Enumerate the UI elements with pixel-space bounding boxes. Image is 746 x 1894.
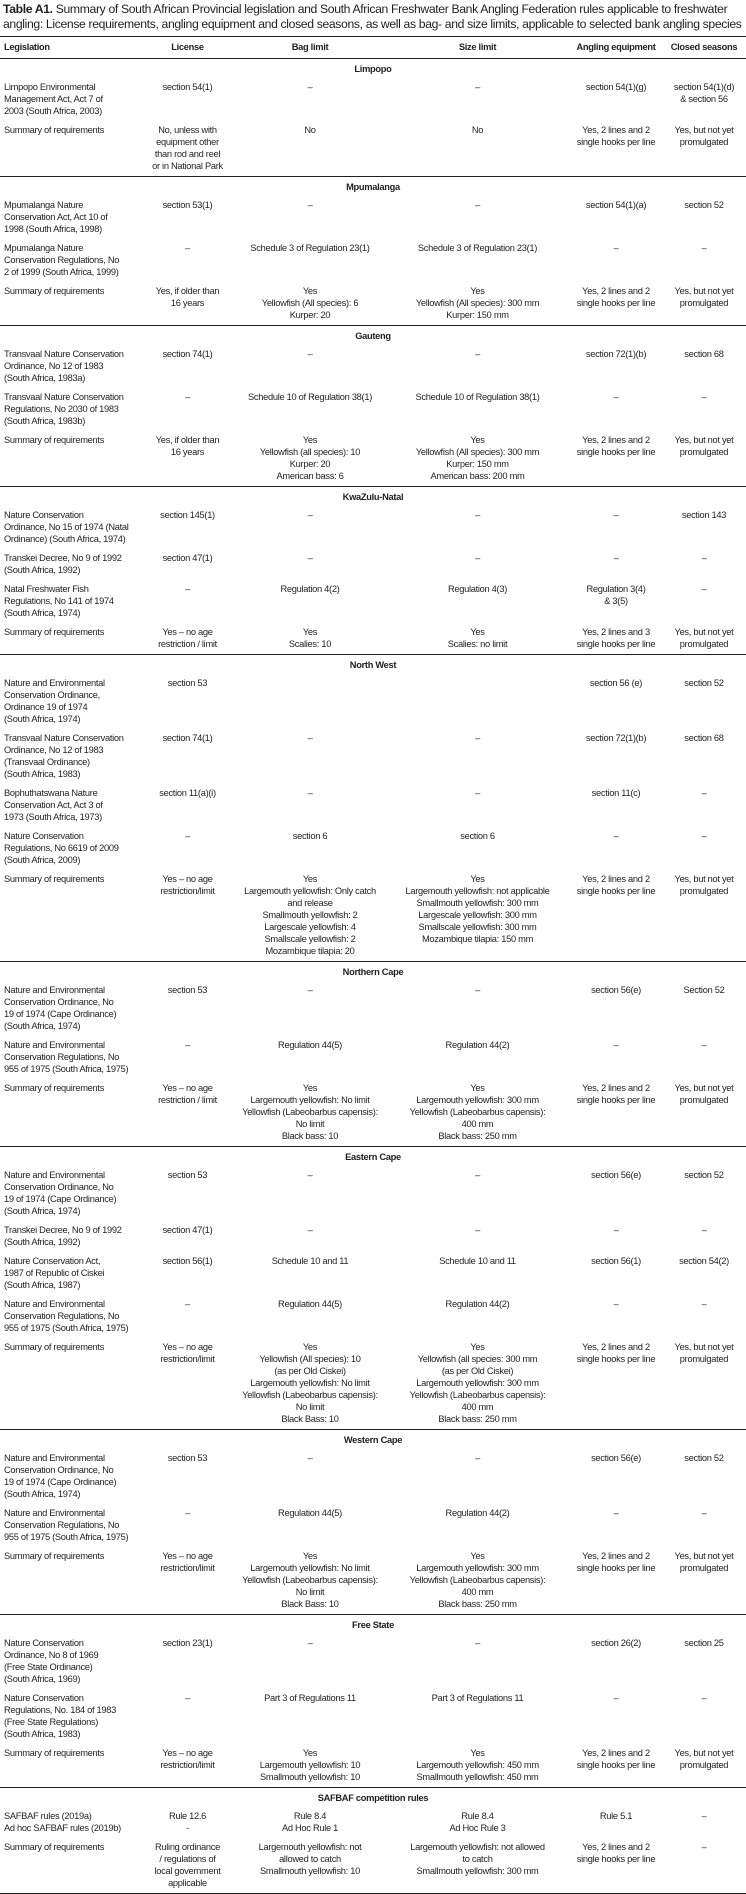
cell-license: section 54(1)	[162, 82, 213, 92]
cell-angling-equipment: Yes, 2 lines and 2 single hooks per line	[576, 874, 656, 896]
cell-size-limit: Regulation 44(2)	[445, 1299, 510, 1309]
cell-license: No, unless with equipment other than rod and reel or in National Park	[152, 125, 223, 171]
cell-size-limit: Yes Largemouth yellowfish: not applicable Smallmouth yellowfish: 300 mm Largescale yellowfish: 300 mm Smallscale yellowfish: 300 mm Mozambique tilapia: 150 mm	[405, 874, 550, 944]
table-row	[0, 729, 746, 784]
cell-angling-equipment: section 26(2)	[591, 1638, 641, 1648]
cell-size-limit: –	[475, 985, 480, 995]
cell-legislation: Summary of requirements	[4, 1842, 105, 1852]
cell-legislation: Summary of requirements	[4, 627, 105, 637]
cell-angling-equipment: –	[613, 392, 619, 402]
cell-closed-seasons: section 52	[684, 678, 724, 688]
cell-angling-equipment: Yes, 2 lines and 3 single hooks per line	[576, 627, 656, 649]
cell-license: section 47(1)	[162, 1225, 213, 1235]
section-row	[0, 59, 746, 79]
cell-closed-seasons: section 25	[684, 1638, 724, 1648]
cell-license: Yes – no age restriction/limit	[160, 1748, 215, 1770]
caption-text: Summary of South African Provincial legislation and South African Freshwater Bank Angling Federation rules applicable to freshwater angling: License requirements, angling equipment and closed seasons, as well as bag- and size limits, applicable to selected bank angling species	[3, 2, 742, 31]
table-row	[0, 1036, 746, 1079]
cell-bag-limit: –	[307, 200, 313, 210]
cell-size-limit: –	[475, 733, 480, 743]
cell-license: Yes, if older than 16 years	[155, 435, 220, 457]
cell-angling-equipment: section 11(c)	[591, 788, 641, 798]
cell-bag-limit: Yes Scalies: 10	[288, 627, 332, 649]
cell-angling-equipment: –	[613, 1508, 619, 1518]
cell-legislation: Transvaal Nature Conservation Ordinance, No 12 of 1983 (Transvaal Ordinance) (South Africa, 1983)	[4, 733, 124, 779]
cell-legislation: Transkei Decree, No 9 of 1992 (South Africa, 1992)	[4, 553, 122, 575]
cell-closed-seasons: section 52	[684, 1453, 724, 1463]
cell-bag-limit: Schedule 3 of Regulation 23(1)	[250, 243, 370, 253]
cell-size-limit: Schedule 3 of Regulation 23(1)	[417, 243, 538, 253]
section-row	[0, 1147, 746, 1167]
table-row	[0, 1838, 746, 1894]
cell-closed-seasons: Yes, but not yet promulgated	[674, 1342, 734, 1364]
cell-closed-seasons: Yes, but not yet promulgated	[674, 1551, 734, 1573]
cell-size-limit: Regulation 44(2)	[445, 1040, 510, 1050]
cell-legislation: Bophuthatswana Nature Conservation Act, Act 3 of 1973 (South Africa, 1973)	[4, 788, 103, 822]
table-row	[0, 1689, 746, 1744]
cell-size-limit: No	[471, 125, 484, 135]
cell-bag-limit: Schedule 10 of Regulation 38(1)	[247, 392, 373, 402]
cell-legislation: Nature and Environmental Conservation Ordinance, No 19 of 1974 (Cape Ordinance) (South Africa, 1974)	[4, 1453, 117, 1499]
cell-legislation: SAFBAF rules (2019a) Ad hoc SAFBAF rules (2019b)	[4, 1811, 121, 1833]
section-title: Limpopo	[354, 64, 392, 74]
cell-size-limit: Schedule 10 of Regulation 38(1)	[415, 392, 540, 402]
cell-angling-equipment: –	[613, 510, 619, 520]
cell-license: section 23(1)	[162, 1638, 213, 1648]
cell-size-limit: Yes Largemouth yellowfish: 450 mm Smallmouth yellowfish: 450 mm	[416, 1748, 539, 1782]
cell-license: Ruling ordinance / regulations of local government applicable	[154, 1842, 221, 1888]
cell-license: section 145(1)	[160, 510, 215, 520]
cell-closed-seasons: section 143	[681, 510, 727, 520]
table-row	[0, 239, 746, 282]
section-title: Northern Cape	[342, 967, 404, 977]
cell-closed-seasons: Yes, but not yet promulgated	[674, 286, 734, 308]
cell-angling-equipment: section 56(1)	[591, 1256, 641, 1266]
cell-angling-equipment: –	[613, 1225, 619, 1235]
cell-license: section 47(1)	[162, 553, 213, 563]
section-row	[0, 1788, 746, 1808]
cell-legislation: Summary of requirements	[4, 1748, 105, 1758]
cell-closed-seasons: section 54(2)	[679, 1256, 729, 1266]
table-label: Table A1.	[3, 2, 53, 16]
table-row	[0, 1079, 746, 1147]
table-row	[0, 196, 746, 239]
cell-license: section 53	[167, 678, 208, 688]
cell-angling-equipment: –	[613, 1040, 619, 1050]
cell-size-limit: Schedule 10 and 11	[439, 1256, 516, 1266]
header-license: License	[171, 42, 204, 52]
cell-bag-limit: Regulation 44(5)	[278, 1299, 342, 1309]
cell-bag-limit: Yes Largemouth yellowfish: 10 Smallmouth yellowfish: 10	[259, 1748, 361, 1782]
cell-angling-equipment: Yes, 2 lines and 2 single hooks per line	[576, 286, 656, 308]
cell-license: section 74(1)	[162, 733, 213, 743]
cell-bag-limit: Rule 8.4 Ad Hoc Rule 1	[281, 1811, 339, 1833]
section-title: Gauteng	[355, 331, 391, 341]
header-size-limit: Size limit	[458, 42, 497, 52]
table-row	[0, 1634, 746, 1689]
cell-size-limit	[385, 674, 570, 729]
cell-license: –	[185, 243, 190, 253]
cell-size-limit: section 6	[460, 831, 495, 841]
cell-angling-equipment: Yes, 2 lines and 2 single hooks per line	[576, 1748, 656, 1770]
table-row	[0, 674, 746, 729]
section-row	[0, 655, 746, 675]
cell-size-limit: Regulation 4(3)	[447, 584, 508, 594]
cell-bag-limit: –	[307, 985, 313, 995]
cell-size-limit: Yes Largemouth yellowfish: 300 mm Yellowfish (Labeobarbus capensis): 400 mm Black bass: 250 mm	[409, 1551, 546, 1609]
table-row	[0, 1252, 746, 1295]
cell-legislation: Mpumalanga Nature Conservation Act, Act 10 of 1998 (South Africa, 1998)	[4, 200, 108, 234]
table-row	[0, 827, 746, 870]
cell-closed-seasons: Yes, but not yet promulgated	[674, 435, 734, 457]
cell-angling-equipment: –	[613, 1299, 619, 1309]
cell-closed-seasons: –	[701, 1693, 707, 1703]
table-row	[0, 1807, 746, 1838]
cell-size-limit: Yes Yellowfish (All species): 300 mm Kurper: 150 mm	[415, 286, 540, 320]
section-title: Free State	[352, 1620, 394, 1630]
cell-angling-equipment: section 72(1)(b)	[585, 349, 647, 359]
cell-angling-equipment: section 72(1)(b)	[585, 733, 647, 743]
cell-bag-limit: Regulation 4(2)	[280, 584, 340, 594]
cell-closed-seasons: –	[701, 831, 707, 841]
cell-angling-equipment: section 54(1)(a)	[585, 200, 647, 210]
cell-legislation: Summary of requirements	[4, 1551, 105, 1561]
section-title: SAFBAF competition rules	[317, 1793, 429, 1803]
cell-closed-seasons: –	[701, 392, 707, 402]
cell-size-limit: Largemouth yellowfish: not allowed to catch Smallmouth yellowfish: 300 mm	[410, 1842, 545, 1876]
cell-bag-limit: No	[304, 125, 316, 135]
cell-bag-limit: Regulation 44(5)	[278, 1508, 342, 1518]
cell-closed-seasons: –	[701, 788, 707, 798]
cell-legislation: Summary of requirements	[4, 435, 105, 445]
cell-size-limit: Regulation 44(2)	[445, 1508, 510, 1518]
cell-angling-equipment: –	[613, 831, 619, 841]
cell-size-limit: –	[475, 1225, 480, 1235]
cell-bag-limit: –	[307, 510, 313, 520]
cell-legislation: Summary of requirements	[4, 874, 105, 884]
cell-license: –	[185, 831, 190, 841]
header-closed-seasons: Closed seasons	[670, 42, 738, 52]
cell-closed-seasons: section 68	[684, 733, 724, 743]
header-row	[0, 37, 746, 59]
cell-bag-limit: Yes Largemouth yellowfish: No limit Yellowfish (Labeobarbus capensis): No limit Black bass: 10	[242, 1083, 378, 1141]
cell-angling-equipment: Rule 5.1	[599, 1811, 633, 1821]
cell-bag-limit: section 6	[292, 831, 328, 841]
section-title: KwaZulu-Natal	[342, 492, 404, 502]
cell-license: section 53	[167, 1453, 208, 1463]
cell-license: –	[185, 1693, 190, 1703]
table-row	[0, 388, 746, 431]
cell-license: Yes – no age restriction / limit	[158, 1083, 217, 1105]
table-row	[0, 78, 746, 121]
cell-size-limit: –	[475, 553, 480, 563]
cell-legislation: Nature and Environmental Conservation Regulations, No 955 of 1975 (South Africa, 1975)	[4, 1508, 129, 1542]
cell-bag-limit: Yes Yellowfish (All species): 6 Kurper: 20	[261, 286, 359, 320]
table-row	[0, 431, 746, 487]
table-row	[0, 1504, 746, 1547]
cell-angling-equipment: Yes, 2 lines and 2 single hooks per line	[576, 1342, 656, 1364]
cell-license: section 11(a)(i)	[159, 788, 216, 798]
cell-legislation: Summary of requirements	[4, 286, 105, 296]
cell-bag-limit: –	[307, 553, 313, 563]
cell-bag-limit: Yes Largemouth yellowfish: Only catch and release Smallmouth yellowfish: 2 Largescale yellowfish: 4 Smallscale yellowfish: 2 Mozambique tilapia: 20	[244, 874, 376, 956]
section-row	[0, 1430, 746, 1450]
cell-bag-limit: Regulation 44(5)	[278, 1040, 342, 1050]
cell-size-limit: Yes Largemouth yellowfish: 300 mm Yellowfish (Labeobarbus capensis): 400 mm Black bass: 250 mm	[409, 1083, 546, 1141]
cell-legislation: Nature and Environmental Conservation Regulations, No 955 of 1975 (South Africa, 1975)	[4, 1040, 129, 1074]
cell-closed-seasons: section 54(1)(d) & section 56	[673, 82, 735, 104]
cell-legislation: Nature and Environmental Conservation Ordinance, No 19 of 1974 (Cape Ordinance) (South Africa, 1974)	[4, 985, 117, 1031]
cell-angling-equipment: Yes, 2 lines and 2 single hooks per line	[576, 125, 656, 147]
cell-angling-equipment: Yes, 2 lines and 2 single hooks per line	[576, 1551, 656, 1573]
legislation-table	[0, 36, 746, 1894]
cell-closed-seasons: Yes, but not yet promulgated	[674, 1748, 734, 1770]
cell-closed-seasons: section 68	[684, 349, 724, 359]
cell-legislation: Transvaal Nature Conservation Ordinance, No 12 of 1983 (South Africa, 1983a)	[4, 349, 124, 383]
cell-closed-seasons: Yes, but not yet promulgated	[674, 125, 734, 147]
table-row	[0, 282, 746, 326]
table-row	[0, 121, 746, 177]
cell-size-limit: Yes Yellowfish (all species: 300 mm (as per Old Ciskei) Largemouth yellowfish: 300 mm Yellowfish (Labeobarbus capensis): 400 mm Black bass: 250 mm	[409, 1342, 546, 1424]
cell-legislation: Summary of requirements	[4, 125, 105, 135]
section-row	[0, 1615, 746, 1635]
cell-angling-equipment: Yes, 2 lines and 2 single hooks per line	[576, 1842, 656, 1864]
cell-bag-limit: Schedule 10 and 11	[271, 1256, 349, 1266]
cell-license: section 53(1)	[162, 200, 213, 210]
cell-closed-seasons: –	[701, 243, 707, 253]
cell-size-limit: –	[475, 200, 480, 210]
cell-bag-limit: Yes Yellowfish (All species): 10 (as per Old Ciskei) Largemouth yellowfish: No limit Yellowfish (Labeobarbus capensis): No limit Black Bass: 10	[242, 1342, 378, 1424]
table-row	[0, 784, 746, 827]
cell-license: Yes, if older than 16 years	[155, 286, 220, 308]
cell-legislation: Transvaal Nature Conservation Regulations, No 2030 of 1983 (South Africa, 1983b)	[4, 392, 124, 426]
cell-license: –	[185, 1299, 190, 1309]
header-angling-equipment: Angling equipment	[576, 42, 656, 52]
cell-bag-limit: –	[307, 349, 313, 359]
cell-closed-seasons: Yes, but not yet promulgated	[674, 874, 734, 896]
cell-legislation: Nature Conservation Regulations, No 6619 of 2009 (South Africa, 2009)	[4, 831, 119, 865]
cell-bag-limit: Part 3 of Regulations 11	[264, 1693, 356, 1703]
cell-license: Yes – no age restriction/limit	[160, 874, 215, 896]
cell-legislation: Summary of requirements	[4, 1342, 105, 1352]
cell-bag-limit: –	[307, 1170, 313, 1180]
table-row	[0, 549, 746, 580]
cell-closed-seasons: –	[701, 1225, 707, 1235]
cell-closed-seasons: section 52	[684, 200, 724, 210]
section-row	[0, 487, 746, 507]
cell-angling-equipment: section 56 (e)	[589, 678, 643, 688]
cell-size-limit: Rule 8.4 Ad Hoc Rule 3	[449, 1811, 506, 1833]
table-row	[0, 1338, 746, 1430]
section-row	[0, 962, 746, 982]
table-row	[0, 1166, 746, 1221]
table-row	[0, 981, 746, 1036]
cell-size-limit: –	[475, 82, 480, 92]
cell-bag-limit: Yes Largemouth yellowfish: No limit Yellowfish (Labeobarbus capensis): No limit Black Bass: 10	[242, 1551, 378, 1609]
cell-closed-seasons: –	[701, 1508, 707, 1518]
cell-legislation: Summary of requirements	[4, 1083, 105, 1093]
cell-angling-equipment: Regulation 3(4) & 3(5)	[586, 584, 646, 606]
cell-angling-equipment: –	[613, 243, 619, 253]
cell-bag-limit: –	[307, 1225, 313, 1235]
cell-size-limit: –	[475, 1170, 480, 1180]
section-title: Mpumalanga	[346, 182, 400, 192]
cell-license: section 53	[167, 1170, 208, 1180]
cell-license: –	[185, 1508, 190, 1518]
cell-closed-seasons: –	[701, 584, 707, 594]
cell-license: Yes – no age restriction/limit	[160, 1551, 215, 1573]
section-title: Eastern Cape	[345, 1152, 401, 1162]
cell-bag-limit: Yes Yellowfish (all species): 10 Kurper: 20 American bass: 6	[259, 435, 361, 481]
cell-closed-seasons: –	[701, 1811, 707, 1821]
cell-closed-seasons: –	[701, 1299, 707, 1309]
cell-angling-equipment: Yes, 2 lines and 2 single hooks per line	[576, 435, 656, 457]
cell-size-limit: –	[475, 349, 480, 359]
table-row	[0, 1295, 746, 1338]
cell-closed-seasons: section 52	[684, 1170, 724, 1180]
cell-angling-equipment: section 54(1)(g)	[585, 82, 647, 92]
cell-size-limit: –	[475, 788, 480, 798]
cell-legislation: Transkei Decree, No 9 of 1992 (South Africa, 1992)	[4, 1225, 122, 1247]
cell-bag-limit	[235, 674, 385, 729]
cell-size-limit: –	[475, 510, 480, 520]
cell-closed-seasons: Yes, but not yet promulgated	[674, 627, 734, 649]
table-row	[0, 870, 746, 962]
section-row	[0, 177, 746, 197]
table-row	[0, 623, 746, 655]
cell-license: section 74(1)	[162, 349, 213, 359]
cell-size-limit: Yes Yellowfish (All species): 300 mm Kurper: 150 mm American bass: 200 mm	[415, 435, 540, 481]
table-row	[0, 1449, 746, 1504]
cell-angling-equipment: –	[613, 1693, 619, 1703]
table-row	[0, 1221, 746, 1252]
cell-angling-equipment: section 56(e)	[591, 1170, 641, 1180]
cell-closed-seasons: –	[701, 1040, 707, 1050]
cell-size-limit: –	[475, 1453, 480, 1463]
cell-closed-seasons: –	[701, 1842, 707, 1852]
section-title: North West	[349, 660, 397, 670]
cell-legislation: Limpopo Environmental Management Act, Act 7 of 2003 (South Africa, 2003)	[4, 82, 103, 116]
cell-legislation: Nature and Environmental Conservation Ordinance, No 19 of 1974 (Cape Ordinance) (South Africa, 1974)	[4, 1170, 117, 1216]
table-row	[0, 345, 746, 388]
cell-size-limit: Part 3 of Regulations 11	[431, 1693, 524, 1703]
cell-bag-limit: –	[307, 1638, 313, 1648]
table-row	[0, 1547, 746, 1615]
section-title: Western Cape	[343, 1435, 403, 1445]
cell-bag-limit: –	[307, 788, 313, 798]
cell-angling-equipment: –	[613, 553, 619, 563]
cell-license: section 56(1)	[162, 1256, 213, 1266]
table-row	[0, 1744, 746, 1788]
cell-legislation: Nature Conservation Ordinance, No 15 of 1974 (Natal Ordinance) (South Africa, 1974)	[4, 510, 129, 544]
cell-bag-limit: Largemouth yellowfish: not allowed to catch Smallmouth yellowfish: 10	[258, 1842, 362, 1876]
cell-size-limit: –	[475, 1638, 480, 1648]
cell-legislation: Nature and Environmental Conservation Regulations, No 955 of 1975 (South Africa, 1975)	[4, 1299, 129, 1333]
section-row	[0, 326, 746, 346]
cell-legislation: Mpumalanga Nature Conservation Regulations, No 2 of 1999 (South Africa, 1999)	[4, 243, 120, 277]
cell-bag-limit: –	[307, 733, 313, 743]
cell-license: –	[185, 584, 190, 594]
header-bag-limit: Bag limit	[291, 42, 329, 52]
cell-angling-equipment: section 56(e)	[591, 1453, 641, 1463]
cell-license: section 53	[167, 985, 208, 995]
table-row	[0, 506, 746, 549]
cell-bag-limit: –	[307, 82, 313, 92]
cell-legislation: Nature and Environmental Conservation Ordinance, Ordinance 19 of 1974 (South Africa, 1974)	[4, 678, 105, 724]
cell-angling-equipment: section 56(e)	[591, 985, 641, 995]
table-row	[0, 580, 746, 623]
cell-closed-seasons: –	[701, 553, 707, 563]
cell-closed-seasons: Yes, but not yet promulgated	[674, 1083, 734, 1105]
cell-license: Yes – no age restriction / limit	[158, 627, 217, 649]
header-legislation: Legislation	[4, 42, 50, 52]
cell-legislation: Natal Freshwater Fish Regulations, No 141 of 1974 (South Africa, 1974)	[4, 584, 114, 618]
cell-license: Rule 12.6 -	[168, 1811, 207, 1833]
cell-legislation: Nature Conservation Ordinance, No 8 of 1969 (Free State Ordinance) (South Africa, 1969)	[4, 1638, 99, 1684]
cell-license: Yes – no age restriction/limit	[160, 1342, 215, 1364]
cell-legislation: Nature Conservation Act, 1987 of Republic of Ciskei (South Africa, 1987)	[4, 1256, 105, 1290]
cell-license: –	[185, 1040, 190, 1050]
cell-closed-seasons: Section 52	[683, 985, 725, 995]
cell-license: –	[185, 392, 190, 402]
cell-bag-limit: –	[307, 1453, 313, 1463]
table-caption	[0, 0, 746, 36]
cell-size-limit: Yes Scalies: no limit	[447, 627, 508, 649]
cell-legislation: Nature Conservation Regulations, No. 184 of 1983 (Free State Regulations) (South Africa, 1983)	[4, 1693, 117, 1739]
cell-angling-equipment: Yes, 2 lines and 2 single hooks per line	[576, 1083, 656, 1105]
